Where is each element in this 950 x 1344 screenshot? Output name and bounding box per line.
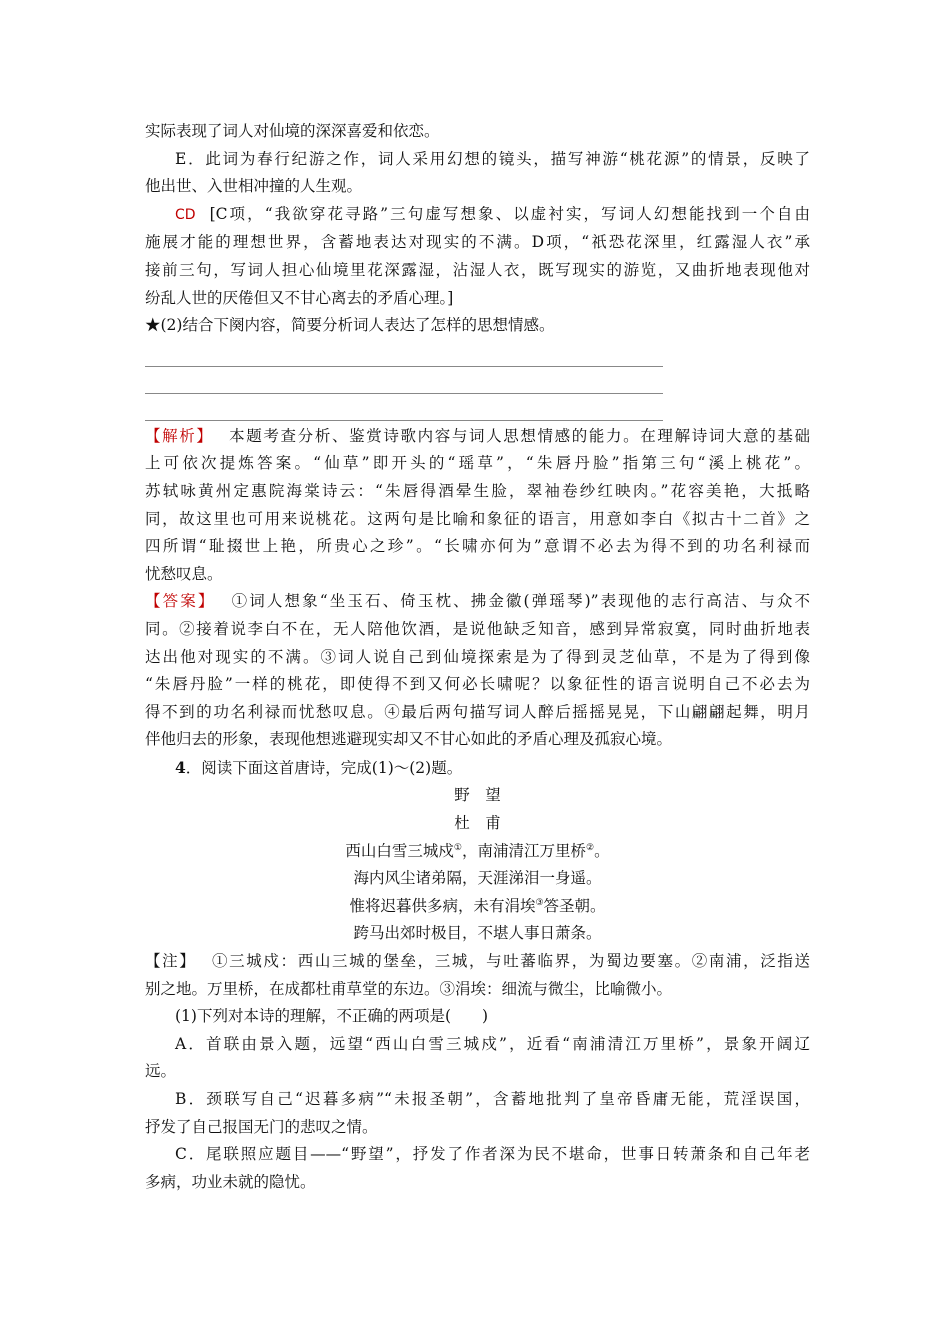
analysis-line: 忧愁叹息。 (145, 564, 223, 583)
analysis-line: 同，故这里也可用来说桃花。这两句是比喻和象征的语言，用意如李白《拟古十二首》之 (145, 509, 810, 528)
option-a: A．首联由景入题，远望“西山白雪三城戍”，近看“南浦清江万里桥”，景象开阔辽 (175, 1034, 810, 1053)
answer-line: 得不到的功名利禄而忧愁叹息。④最后两句描写词人醉后摇摇晃晃，下山翩翩起舞，明月 (145, 702, 810, 721)
option-c-cont: 多病，功业未就的隐忧。 (145, 1172, 316, 1191)
answer-blank-line (145, 394, 663, 421)
answer-1-line: 纷乱人世的厌倦但又不甘心离去的矛盾心理。] (145, 288, 454, 307)
answer-blank-line (145, 367, 663, 394)
answer-tag: 【答案】 (145, 592, 216, 611)
answer-blank-line (145, 340, 663, 367)
notes-line: 【注】 ①三城戍：西山三城的堡垒，三城，与吐蕃临界，为蜀边要塞。②南浦，泛指送 (145, 952, 810, 971)
answer-letters: CD (175, 206, 196, 223)
option-b-cont: 抒发了自己报国无门的悲叹之情。 (145, 1117, 378, 1136)
answer-1-line: 接前三句，写词人担心仙境里花深露湿，沾湿人衣，既写现实的游览，又曲折地表现他对 (145, 260, 810, 279)
notes-line: 别之地。万里桥，在成都杜甫草堂的东边。③涓埃：细流与微尘，比喻微小。 (145, 979, 673, 998)
document-page (145, 118, 810, 1196)
option-b: B．颈联写自己“迟暮多病”“未报圣朝”，含蓄地批判了皇帝昏庸无能，荒淫误国， (175, 1090, 810, 1108)
option-a-cont: 远。 (145, 1062, 177, 1081)
poem-line-1: 西山白雪三城戍①，南浦清江万里桥②。 (345, 841, 610, 860)
analysis-line: 四所谓“耻掇世上艳，所贵心之珍”。“长啸亦何为”意谓不必去为得不到的功名利禄而 (145, 537, 810, 556)
answer-line: 伴他归去的形象，表现他想逃避现实却又不甘心如此的矛盾心理及孤寂心境。 (145, 730, 673, 749)
analysis-tag: 【解析】 (145, 426, 214, 445)
answer-line: 【答案】 ①词人想象“坐玉石、倚玉枕、拂金徽(弹瑶琴)”表现他的志行高洁、与众不 (145, 592, 810, 611)
option-e: E．此词为春行纪游之作，词人采用幻想的镜头，描写神游“桃花源”的情景，反映了 (175, 149, 810, 168)
analysis-line: 【解析】 本题考查分析、鉴赏诗歌内容与词人思想情感的能力。在理解诗词大意的基础 (145, 426, 810, 445)
poem-line-4: 跨马出郊时极目，不堪人事日萧条。 (353, 924, 602, 943)
option-e-cont: 他出世、入世相冲撞的人生观。 (145, 177, 363, 196)
poem-line-3: 惟将迟暮供多病，未有涓埃③答圣朝。 (349, 896, 606, 915)
poem-author: 杜 甫 (454, 814, 501, 833)
answer-1-line: CD [C项，“我欲穿花寻路”三句虚写想象、以虚衬实，写词人幻想能找到一个自由 (175, 204, 810, 223)
analysis-line: 上可依次提炼答案。“仙草”即开头的“瑶草”，“朱唇丹脸”指第三句“溪上桃花”。 (145, 454, 810, 473)
question-4: 4．阅读下面这首唐诗，完成(1)～(2)题。 (175, 757, 463, 777)
answer-line: “朱唇丹脸”一样的桃花，即使得不到又何必长啸呢？以象征性的语言说明自己不必去为 (145, 675, 810, 694)
answer-line: 达出他对现实的不满。③词人说自己到仙境探索是为了得到灵芝仙草，不是为了得到像 (145, 647, 810, 666)
question-2: ★(2)结合下阕内容，简要分析词人表达了怎样的思想情感。 (145, 316, 555, 335)
poem-line-2: 海内风尘诸弟隔，天涯涕泪一身遥。 (353, 869, 602, 888)
answer-1-line: 施展才能的理想世界，含蓄地表达对现实的不满。D项，“祇恐花深里，红露湿人衣”承 (145, 233, 810, 252)
analysis-line: 苏轼咏黄州定惠院海棠诗云：“朱唇得酒晕生脸，翠袖卷纱红映肉。”花容美艳，大抵略 (145, 481, 810, 500)
note-tag: 【注】 (145, 952, 197, 971)
poem-title: 野 望 (454, 786, 501, 805)
option-c: C．尾联照应题目——“野望”，抒发了作者深为民不堪命，世事日转萧条和自己年老 (175, 1145, 810, 1164)
question-4-1: (1)下列对本诗的理解，不正确的两项是( ) (175, 1007, 489, 1026)
paragraph-line: 实际表现了词人对仙境的深深喜爱和依恋。 (145, 122, 440, 140)
answer-line: 同。②接着说李白不在，无人陪他饮酒，是说他缺乏知音，感到异常寂寞，同时曲折地表 (145, 619, 810, 638)
